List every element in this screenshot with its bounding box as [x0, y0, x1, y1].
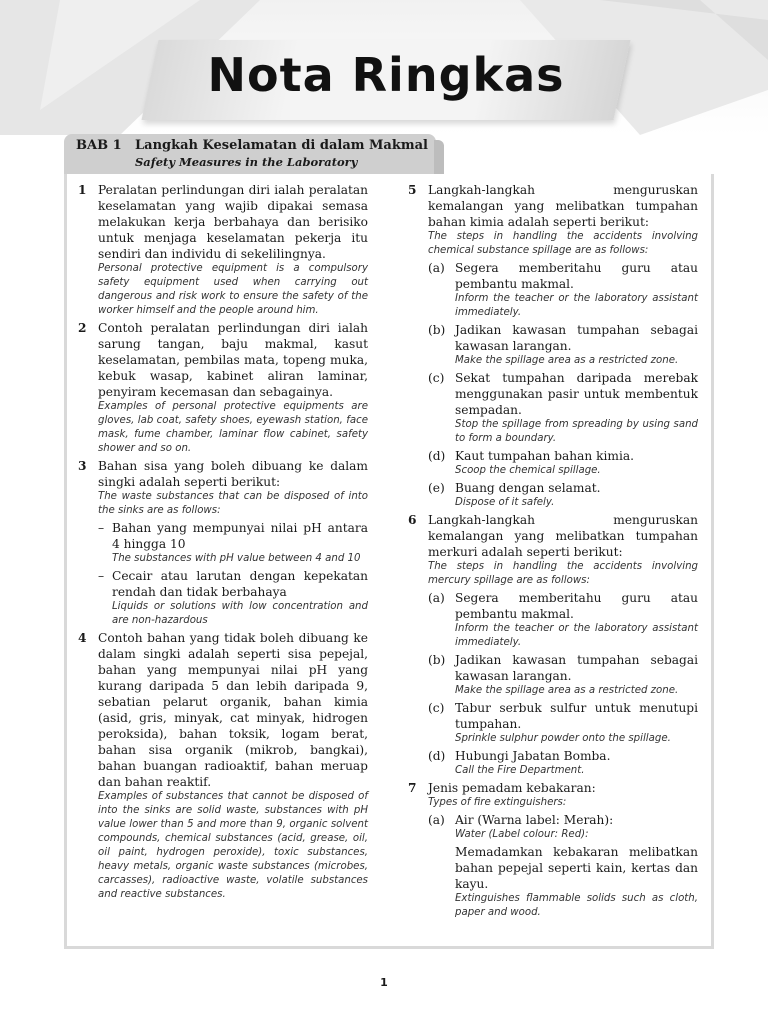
chapter-title: Langkah Keselamatan di dalam Makmal: [135, 138, 428, 153]
chapter-label: BAB 1: [76, 138, 122, 153]
sub-text-en: Make the spillage area as a restricted zone.: [455, 685, 679, 696]
bullet-text-ms: Cecair atau larutan dengan kepekatan rendah dan tidak berbahaya: [112, 569, 368, 599]
note-item: [78, 458, 368, 628]
item-text-en: The steps in handling the accidents involving mercury spillage are as follows:: [428, 561, 698, 586]
sub-text-ms: Jadikan kawasan tumpahan sebagai kawasan larangan.: [455, 653, 698, 683]
sub-text-en: Dispose of it safely.: [455, 497, 555, 508]
item-text-ms: Bahan sisa yang boleh dibuang ke dalam singki adalah seperti berikut:: [98, 459, 368, 489]
sub-text-ms: Kaut tumpahan bahan kimia.: [455, 449, 634, 463]
bullet-text-en: The substances with pH value between 4 and 10: [112, 553, 361, 564]
sub-text-ms: Tabur serbuk sulfur untuk menutupi tumpahan.: [455, 701, 698, 731]
sub-letter: (b): [428, 653, 446, 667]
sub-text-ms: Buang dengan selamat.: [455, 481, 601, 495]
sub-letter: (d): [428, 749, 446, 763]
sub-item: [428, 652, 698, 698]
sub-text-en: Scoop the chemical spillage.: [455, 465, 601, 476]
sub-letter: (c): [428, 701, 445, 715]
item-number: 5: [408, 183, 417, 197]
sub-item: [428, 448, 698, 478]
bullet-text-en: Liquids or solutions with low concentration and are non-hazardous: [112, 601, 368, 626]
item-number: 6: [408, 513, 417, 527]
item-text-en: Examples of substances that cannot be disposed of into the sinks are solid waste, substances with pH value lower than 5 and more than 9, organic solvent compounds, chemical substances (acid, grease, oil, oil paint, hydrogen peroxide), toxic substances, heavy metals, organic waste substances (microbes, carcasses), radioactive waste, volatile substances and reactive substances.: [98, 791, 368, 900]
item-text-en: The waste substances that can be disposed of into the sinks are as follows:: [98, 491, 368, 516]
item-text-ms: Peralatan perlindungan diri ialah peralatan keselamatan yang wajib dipakai semasa melakukan kerja berbahaya dan berisiko untuk menjaga keselamatan pekerja itu sendiri dan individu di sekelilingnya.: [98, 183, 368, 261]
sub-text-ms: Segera memberitahu guru atau pembantu makmal.: [455, 261, 698, 291]
sub-letter: (b): [428, 323, 446, 337]
note-item: [78, 320, 368, 456]
item-number: 2: [78, 321, 87, 335]
note-item: [78, 630, 368, 902]
sub-letter: (a): [428, 813, 445, 827]
note-item: [408, 780, 698, 920]
note-item: [408, 512, 698, 778]
bullet-item: [98, 568, 368, 628]
sub-text-ms: Segera memberitahu guru atau pembantu makmal.: [455, 591, 698, 621]
item-text-ms: Langkah-langkah menguruskan kemalangan yang melibatkan tumpahan merkuri adalah seperti berikut:: [428, 513, 698, 559]
item-text-ms: Contoh bahan yang tidak boleh dibuang ke dalam singki adalah seperti sisa pepejal, bahan yang mempunyai nilai pH yang kurang daripada 5 dan lebih daripada 9, sebatian pelarut organik, bahan kimia (asid, gris, minyak, cat minyak, hidrogen peroksida), bahan toksik, logam berat, bahan sisa organik (mikrob, bangkai), bahan buangan radioaktif, bahan meruap dan bahan reaktif.: [98, 631, 368, 789]
sub-text-ms: Hubungi Jabatan Bomba.: [455, 749, 611, 763]
sub-text-ms-2: Memadamkan kebakaran melibatkan bahan pepejal seperti kain, kertas dan kayu.: [455, 845, 698, 891]
sub-text-en: Inform the teacher or the laboratory assistant immediately.: [455, 623, 698, 648]
sub-letter: (d): [428, 449, 446, 463]
item-text-en: Types of fire extinguishers:: [428, 797, 567, 808]
sub-item: [428, 480, 698, 510]
sub-letter: (c): [428, 371, 445, 385]
sub-item: [428, 812, 698, 920]
item-number: 1: [78, 183, 87, 197]
sub-letter: (a): [428, 591, 445, 605]
bullet-dash: –: [98, 521, 105, 535]
item-number: 4: [78, 631, 87, 645]
page-number: 1: [380, 976, 388, 989]
sub-item: [428, 590, 698, 650]
sub-letter: (a): [428, 261, 445, 275]
sub-text-en: Stop the spillage from spreading by using sand to form a boundary.: [455, 419, 698, 444]
item-text-en: Examples of personal protective equipments are gloves, lab coat, safety shoes, eyewash station, face mask, fume chamber, laminar flow cabinet, safety shower and so on.: [98, 401, 368, 454]
sub-item: [428, 260, 698, 320]
right-column: [408, 182, 698, 922]
sub-text-ms: Jadikan kawasan tumpahan sebagai kawasan larangan.: [455, 323, 698, 353]
item-number: 3: [78, 459, 87, 473]
item-text-en: Personal protective equipment is a compulsory safety equipment used when carrying out dangerous and risk work to ensure the safety of the worker himself and the people around him.: [98, 263, 368, 316]
sub-item: [428, 700, 698, 746]
item-text-en: The steps in handling the accidents involving chemical substance spillage are as follows:: [428, 231, 698, 256]
sub-text-en: Water (Label colour: Red):: [455, 829, 589, 840]
note-item: [78, 182, 368, 318]
sub-text-en: Sprinkle sulphur powder onto the spillage.: [455, 733, 671, 744]
item-text-ms: Langkah-langkah menguruskan kemalangan yang melibatkan tumpahan bahan kimia adalah seperti berikut:: [428, 183, 698, 229]
item-text-ms: Jenis pemadam kebakaran:: [428, 781, 596, 795]
sub-text-en: Call the Fire Department.: [455, 765, 585, 776]
left-column: [78, 182, 368, 904]
item-text-ms: Contoh peralatan perlindungan diri ialah sarung tangan, baju makmal, kasut keselamatan, pembilas mata, topeng muka, kebuk wasap, kabinet aliran laminar, penyiram kecemasan dan sebagainya.: [98, 321, 368, 399]
item-number: 7: [408, 781, 417, 795]
sub-text-ms: Air (Warna label: Merah):: [455, 813, 614, 827]
sub-item: [428, 370, 698, 446]
sub-item: [428, 748, 698, 778]
note-item: [408, 182, 698, 510]
sub-item: [428, 322, 698, 368]
bullet-item: [98, 520, 368, 566]
sub-text-en: Make the spillage area as a restricted zone.: [455, 355, 679, 366]
sub-letter: (e): [428, 481, 445, 495]
page-title: Nota Ringkas: [207, 48, 565, 102]
bullet-dash: –: [98, 569, 105, 583]
sub-text-ms: Sekat tumpahan daripada merebak menggunakan pasir untuk membentuk sempadan.: [455, 371, 698, 417]
chapter-subtitle: Safety Measures in the Laboratory: [135, 155, 358, 169]
sub-text-en-2: Extinguishes flammable solids such as cloth, paper and wood.: [455, 893, 698, 918]
sub-text-en: Inform the teacher or the laboratory assistant immediately.: [455, 293, 698, 318]
bullet-text-ms: Bahan yang mempunyai nilai pH antara 4 hingga 10: [112, 521, 368, 551]
